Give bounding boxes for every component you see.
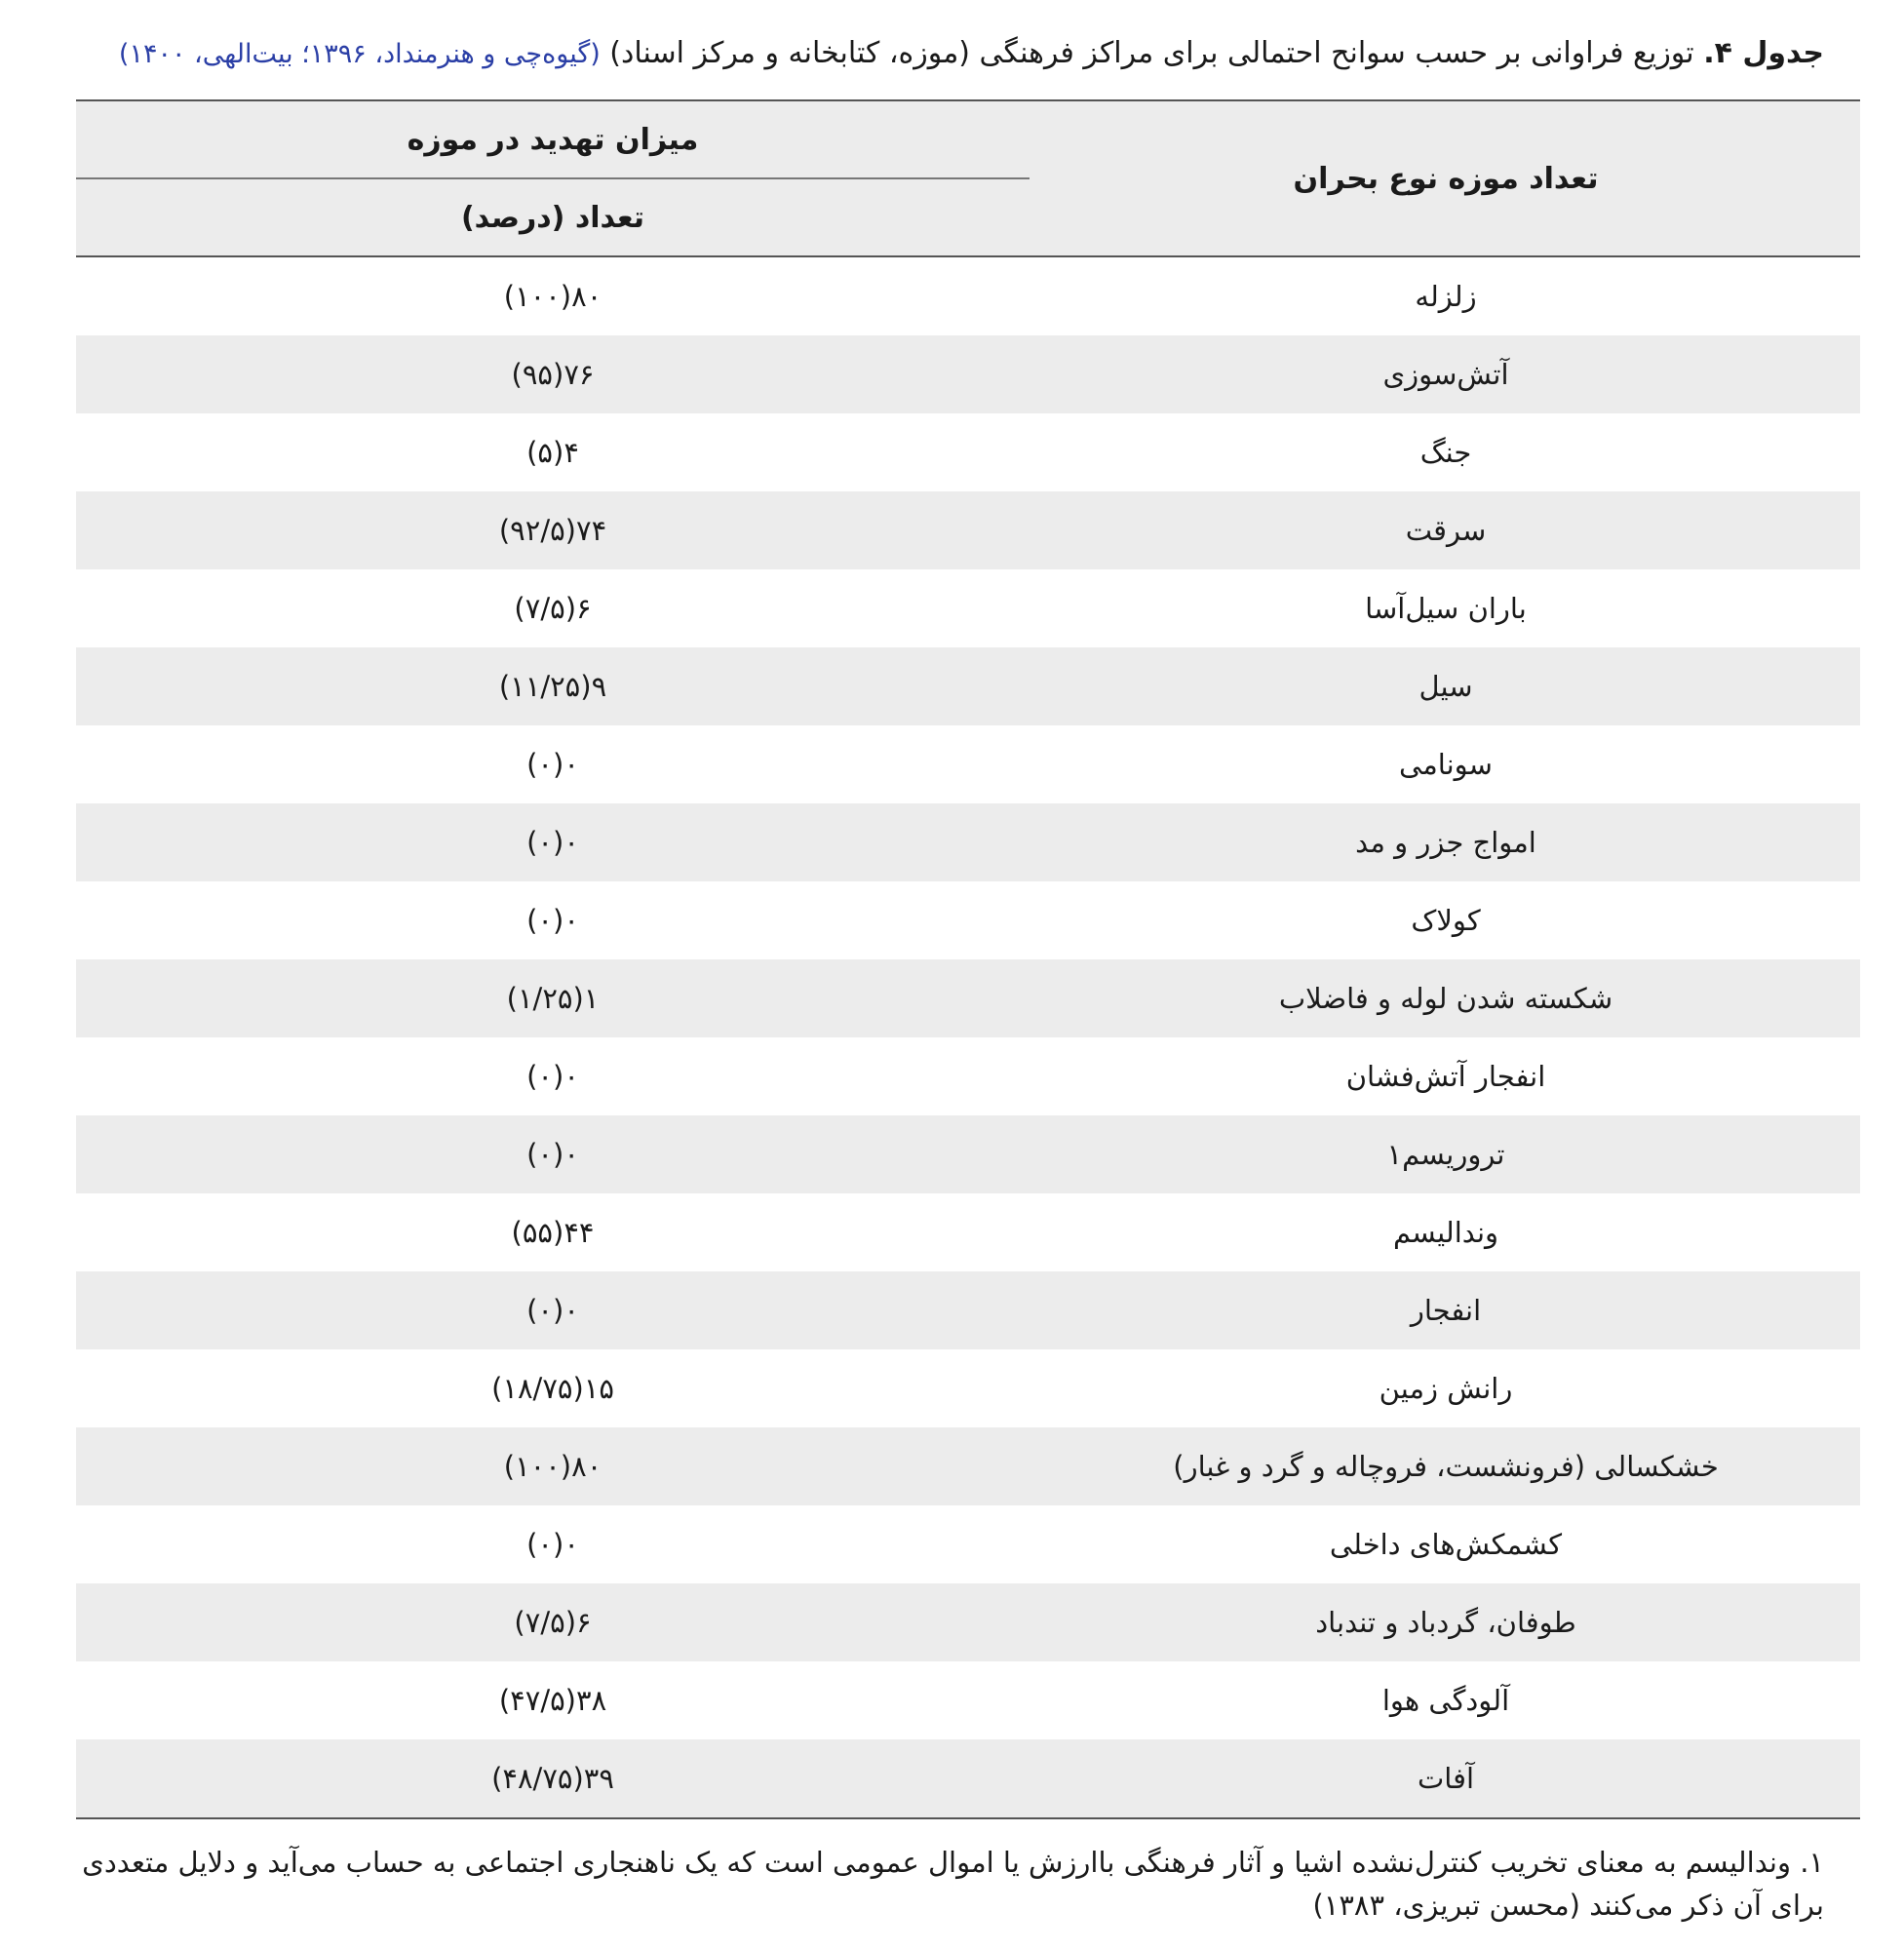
count-percent-cell: ۰(۰)	[526, 904, 579, 937]
header-threat-level: میزان تهدید در موزه	[76, 101, 1030, 179]
crisis-type-cell: انفجار آتش‌فشان	[1345, 1060, 1546, 1093]
crisis-type-cell: شکسته شدن لوله و فاضلاب	[1278, 982, 1613, 1015]
table-row	[76, 1739, 1860, 1817]
crisis-type-cell: رانش زمین	[1379, 1372, 1513, 1405]
crisis-type-cell: وندالیسم	[1392, 1216, 1499, 1249]
table-row	[76, 1037, 1860, 1115]
table-row	[76, 803, 1860, 881]
table-row	[76, 491, 1860, 569]
count-percent-cell: ۳۸(۴۷/۵)	[498, 1684, 607, 1717]
caption-label: جدول ۴.	[1703, 36, 1824, 70]
crisis-type-cell: زلزله	[1415, 280, 1477, 313]
count-percent-cell: ۳۹(۴۸/۷۵)	[491, 1762, 614, 1795]
count-percent-cell: ۰(۰)	[526, 1060, 579, 1093]
crisis-type-cell: کولاک	[1411, 904, 1481, 937]
crisis-type-cell: آلودگی هوا	[1381, 1684, 1510, 1717]
crisis-type-cell: کشمکش‌های داخلی	[1329, 1528, 1563, 1561]
count-percent-cell: ۹(۱۱/۲۵)	[498, 670, 607, 703]
count-percent-cell: ۸۰(۱۰۰)	[503, 1450, 602, 1483]
table-row	[76, 1505, 1860, 1583]
table-row	[76, 1661, 1860, 1739]
crisis-table	[76, 99, 1860, 1819]
crisis-type-cell: جنگ	[1419, 436, 1472, 469]
table-row	[76, 959, 1860, 1037]
table-row	[76, 1349, 1860, 1427]
crisis-type-cell: طوفان، گردباد و تندباد	[1315, 1606, 1576, 1639]
count-percent-cell: ۷۴(۹۲/۵)	[498, 514, 607, 547]
table-row	[76, 725, 1860, 803]
count-percent-cell: ۶(۷/۵)	[514, 592, 592, 625]
table-row	[76, 257, 1860, 335]
header-threat-group	[76, 101, 1030, 255]
table-row	[76, 335, 1860, 413]
table-row	[76, 569, 1860, 647]
crisis-type-cell: سرقت	[1405, 514, 1487, 547]
crisis-type-cell: سونامی	[1399, 748, 1493, 781]
header-count-percent: تعداد (درصد)	[460, 200, 645, 235]
count-percent-cell: ۸۰(۱۰۰)	[503, 280, 602, 313]
caption-source-link[interactable]: (گیوه‌چی و هنرمنداد، ۱۳۹۶؛ بیت‌الهی، ۱۴۰۰)	[118, 39, 601, 69]
table-row	[76, 1427, 1860, 1505]
table-row	[76, 1115, 1860, 1193]
table-body	[76, 257, 1860, 1819]
table-header	[76, 99, 1860, 257]
table-caption	[80, 29, 1824, 78]
count-percent-cell: ۰(۰)	[526, 826, 579, 859]
caption-text: توزیع فراوانی بر حسب سوانح احتمالی برای مراکز فرهنگی (موزه، کتابخانه و مرکز اسناد)	[600, 36, 1704, 70]
table-row	[76, 647, 1860, 725]
table-row	[76, 1271, 1860, 1349]
count-percent-cell: ۴(۵)	[526, 436, 579, 469]
footnote: ۱. وندالیسم به معنای تخریب کنترل‌نشده اشیا و آثار فرهنگی باارزش یا اموال عمومی است که یک ناهنجاری اجتماعی به حساب می‌آید و دلایل متعددی برای آن ذکر می‌کنند (محسن تبریزی، ۱۳۸۳)	[82, 1846, 1824, 1922]
table-row	[76, 1193, 1860, 1271]
count-percent-cell: ۴۴(۵۵)	[511, 1216, 595, 1249]
table-row	[76, 881, 1860, 959]
count-percent-cell: ۰(۰)	[526, 1294, 579, 1327]
table-row	[76, 413, 1860, 491]
crisis-type-cell: تروریسم۱	[1386, 1138, 1505, 1171]
count-percent-cell: ۰(۰)	[526, 748, 579, 781]
crisis-type-cell: آفات	[1417, 1762, 1475, 1795]
table-row	[76, 1583, 1860, 1661]
count-percent-cell: ۶(۷/۵)	[514, 1606, 592, 1639]
count-percent-cell: ۷۶(۹۵)	[511, 358, 595, 391]
crisis-type-cell: سیل	[1418, 670, 1473, 703]
header-crisis-type: تعداد موزه نوع بحران	[1293, 161, 1599, 196]
crisis-type-cell: باران سیل‌آسا	[1365, 592, 1527, 625]
crisis-type-cell: امواج جزر و مد	[1355, 826, 1536, 859]
crisis-type-cell: آتش‌سوزی	[1382, 358, 1509, 391]
count-percent-cell: ۱۵(۱۸/۷۵)	[491, 1372, 614, 1405]
count-percent-cell: ۰(۰)	[526, 1528, 579, 1561]
crisis-type-cell: انفجار	[1410, 1294, 1482, 1327]
crisis-type-cell: خشکسالی (فرونشست، فروچاله و گرد و غبار)	[1173, 1450, 1719, 1483]
count-percent-cell: ۰(۰)	[526, 1138, 579, 1171]
count-percent-cell: ۱(۱/۲۵)	[506, 982, 600, 1015]
